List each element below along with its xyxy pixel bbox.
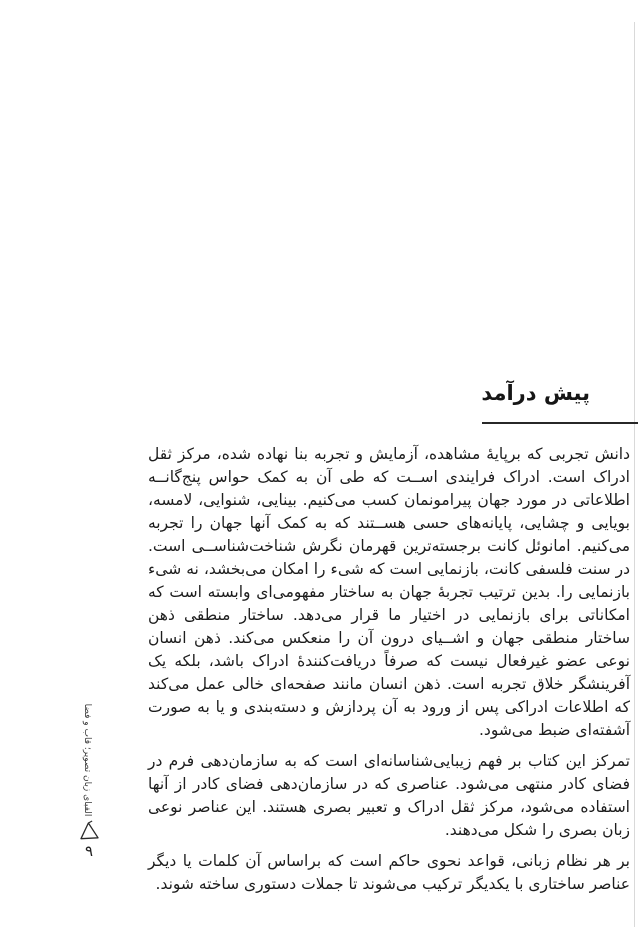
paragraph-2: تمرکز این کتاب بر فهم زیبایی‌شناسانه‌ای است که به سازمان‌دهی فرم در فضای کادر منتهی می‌شود. عناصری که در سازمان‌دهی فضای کادر از آنها استفاده می‌شود، مرکز ثقل ادراک و تعبیر بصری هستند. این عناصر نوعی زبان بصری را شکل می‌دهند.	[148, 752, 630, 839]
chapter-heading-wrap	[481, 381, 590, 405]
paragraph-3: بر هر نظام زبانی، قواعد نحوی حاکم است که براساس آن کلمات یا دیگر عناصر ساختاری با یکدیگر ترکیب می‌شوند تا جملات دستوری ساخته شوند.	[148, 852, 630, 893]
page-number: ۹	[85, 842, 94, 860]
body-text	[148, 443, 630, 896]
triangle-ornament-icon	[75, 817, 103, 845]
heading-rule	[482, 422, 638, 424]
chapter-title: پیش درآمد	[481, 381, 590, 405]
running-title-vertical: الفبای زبان تصویر؛ قاب و فضا	[82, 703, 92, 817]
paragraph-1: دانش تجربی که برپایهٔ مشاهده، آزمایش و تجربه بنا نهاده شده، مرکز ثقل ادراک است. ادراک فرایندی اســت که طی آن به کمک حواس پنج‌گانــه اطلاعاتی در مورد جهان پیرامونمان کسب می‌کنیم. بینایی، شنوایی، لامسه، بویایی و چشایی، پایانه‌های حسی هســتند که به کمک آنها جهان را تجربه می‌کنیم. امانوئل کانت برجسته‌ترین قهرمان نگرش شناخت‌شناســی است. در سنت فلسفی کانت، بازنمایی است که شیء را امکان می‌بخشد، نه شیء بازنمایی را. بدین ترتیب تجربهٔ جهان به ساختار مفهومی‌ای وابسته است که امکاناتی برای بازنمایی در اختیار ما قرار می‌دهد. ساختار منطقی ذهن ساختار منطقی جهان و اشــیای درون آن را منعکس می‌کند. ذهن انسان نوعی عضو غیرفعال نیست که صرفاً دریافت‌کنندهٔ ادراک باشد، بلکه یک آفرینشگر خلاق تجربه است. ذهن انسان مانند صفحه‌ای خالی عمل می‌کند که اطلاعات ادراکی پس از ورود به آن پردازش و دسته‌بندی و یا به صورت آشفته‌ای ضبط می‌شود.	[148, 445, 630, 739]
page-edge-line	[634, 22, 635, 927]
